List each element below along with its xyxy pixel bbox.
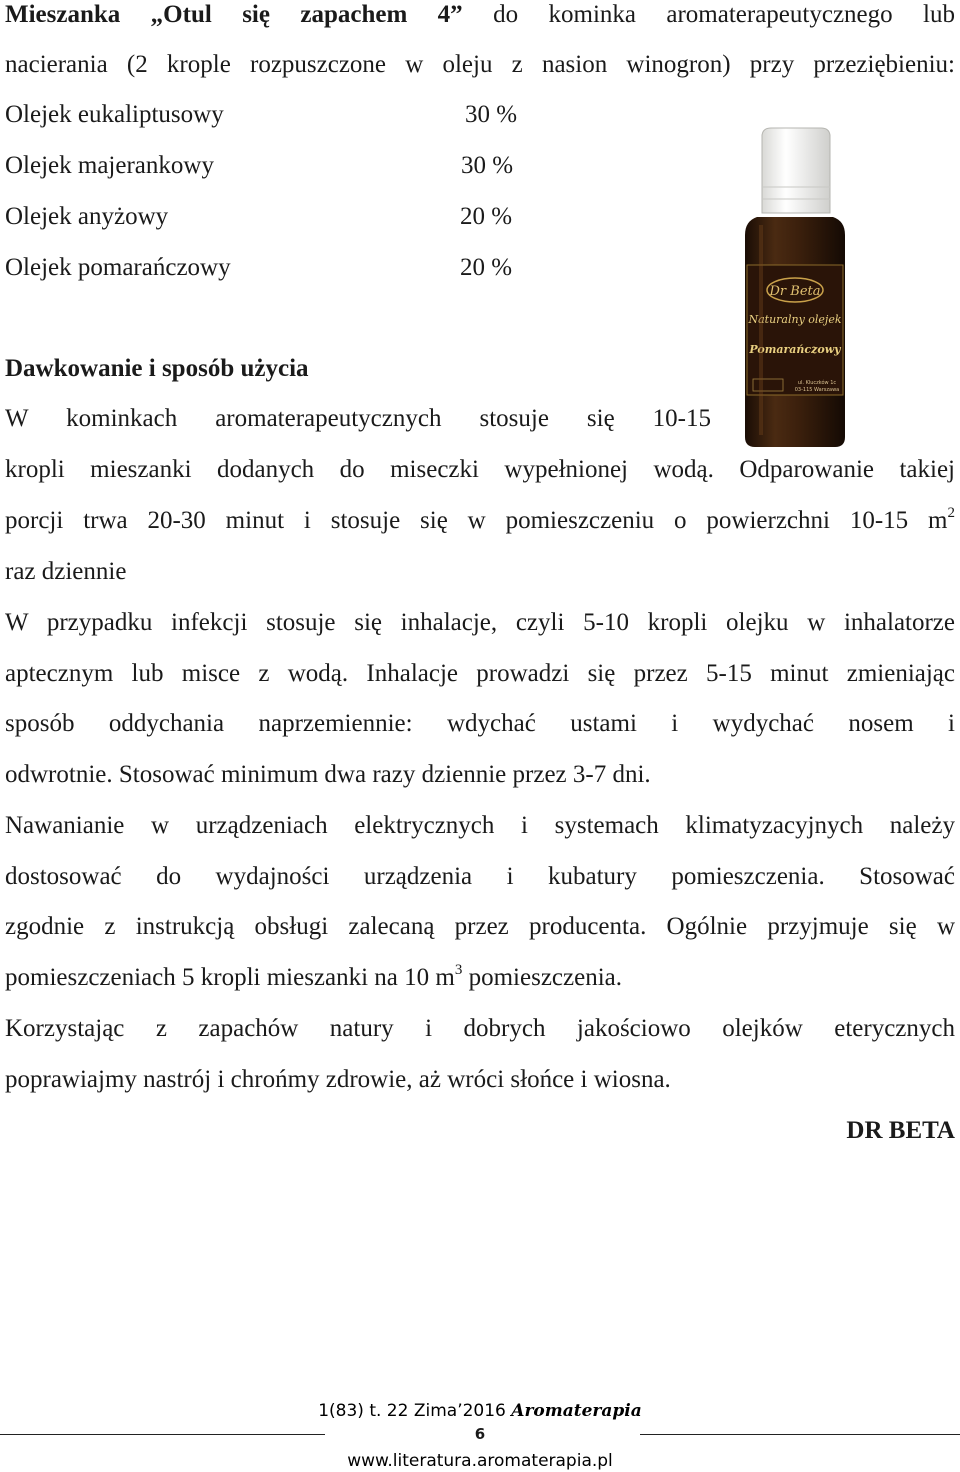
intro-line-2: nacierania (2 krople rozpuszczone w oleju z nasion winogron) przy przeziębieniu:	[5, 51, 955, 78]
dosage-line: porcji trwa 20-30 minut i stosuje się w pomieszczeniu o powierzchni 10-15 $m^2$	[5, 505, 955, 534]
bottle-addr1: ul. Kluczków 1c	[797, 380, 837, 386]
mixture-title: Mieszanka „Otul się zapachem 4”	[5, 1, 463, 28]
ingredient-name: Olejek pomarańczowy	[5, 254, 231, 281]
dosage-line: sposób oddychania naprzemiennie: wdychać ustami i wydychać nosem i	[5, 710, 955, 737]
dosage-line: dostosować do wydajności urządzenia i kubatury pomieszczenia. Stosować	[5, 863, 955, 890]
page-number: 6	[474, 1425, 486, 1443]
dosage-line: odwrotnie. Stosować minimum dwa razy dziennie przez 3-7 dni.	[5, 761, 651, 788]
bottle-addr2: 03-115 Warszawa	[794, 387, 840, 393]
superscript-2: 2	[947, 505, 955, 521]
ingredient-name: Olejek eukaliptusowy	[5, 101, 224, 128]
bottle-line2: Pomarańczowy	[749, 343, 841, 356]
bottle-cap	[762, 128, 830, 213]
dosage-line: W przypadku infekcji stosuje się inhalacje, czyli 5-10 kropli olejku w inhalatorze	[5, 609, 955, 636]
ingredient-percent: 30 %	[461, 152, 514, 179]
ingredient-name: Olejek majerankowy	[5, 152, 214, 179]
footer-url[interactable]: www.literatura.aromaterapia.pl	[347, 1451, 613, 1471]
dosage-heading: Dawkowanie i sposób użycia	[5, 355, 309, 382]
aromaterapia-logo: Aromaterapia	[511, 1401, 642, 1421]
footer-issue-line: 1(83) t. 22 Zima’2016 Aromaterapia	[318, 1401, 642, 1421]
dosage-line: kropli mieszanki dodanych do miseczki wypełnionej wodą. Odparowanie takiej	[5, 456, 955, 483]
bottle-brand: Dr Beta	[769, 284, 821, 299]
dosage-line: W kominkach aromaterapeutycznych stosuje się 10-15	[5, 405, 711, 432]
intro-line-1: Mieszanka „Otul się zapachem 4” do kominka aromaterapeutycznego lub	[5, 1, 955, 28]
essential-oil-bottle-image	[735, 125, 855, 450]
ingredient-name: Olejek anyżowy	[5, 203, 169, 230]
dosage-line: poprawiajmy nastrój i chrońmy zdrowie, aż wróci słońce i wiosna.	[5, 1066, 671, 1093]
dosage-line: Korzystając z zapachów natury i dobrych jakościowo olejków eterycznych	[5, 1015, 955, 1042]
bottle-line1: Naturalny olejek	[748, 313, 842, 326]
dosage-line: pomieszczeniach 5 kropli mieszanki na 10 $m^3$ pomieszczenia.	[5, 962, 623, 991]
dosage-line: zgodnie z instrukcją obsługi zalecaną przez producenta. Ogólnie przyjmuje się w	[5, 913, 955, 940]
ingredient-percent: 30 %	[465, 101, 518, 128]
dosage-line: raz dziennie	[5, 558, 127, 585]
ingredient-percent: 20 %	[460, 203, 513, 230]
dosage-line: aptecznym lub misce z wodą. Inhalacje prowadzi się przez 5-15 minut zmieniając	[5, 660, 955, 687]
superscript-3: 3	[454, 962, 463, 978]
ingredient-percent: 20 %	[460, 254, 513, 281]
signature: DR BETA	[846, 1117, 955, 1144]
dosage-line: Nawanianie w urządzeniach elektrycznych i systemach klimatyzacyjnych należy	[5, 812, 955, 839]
